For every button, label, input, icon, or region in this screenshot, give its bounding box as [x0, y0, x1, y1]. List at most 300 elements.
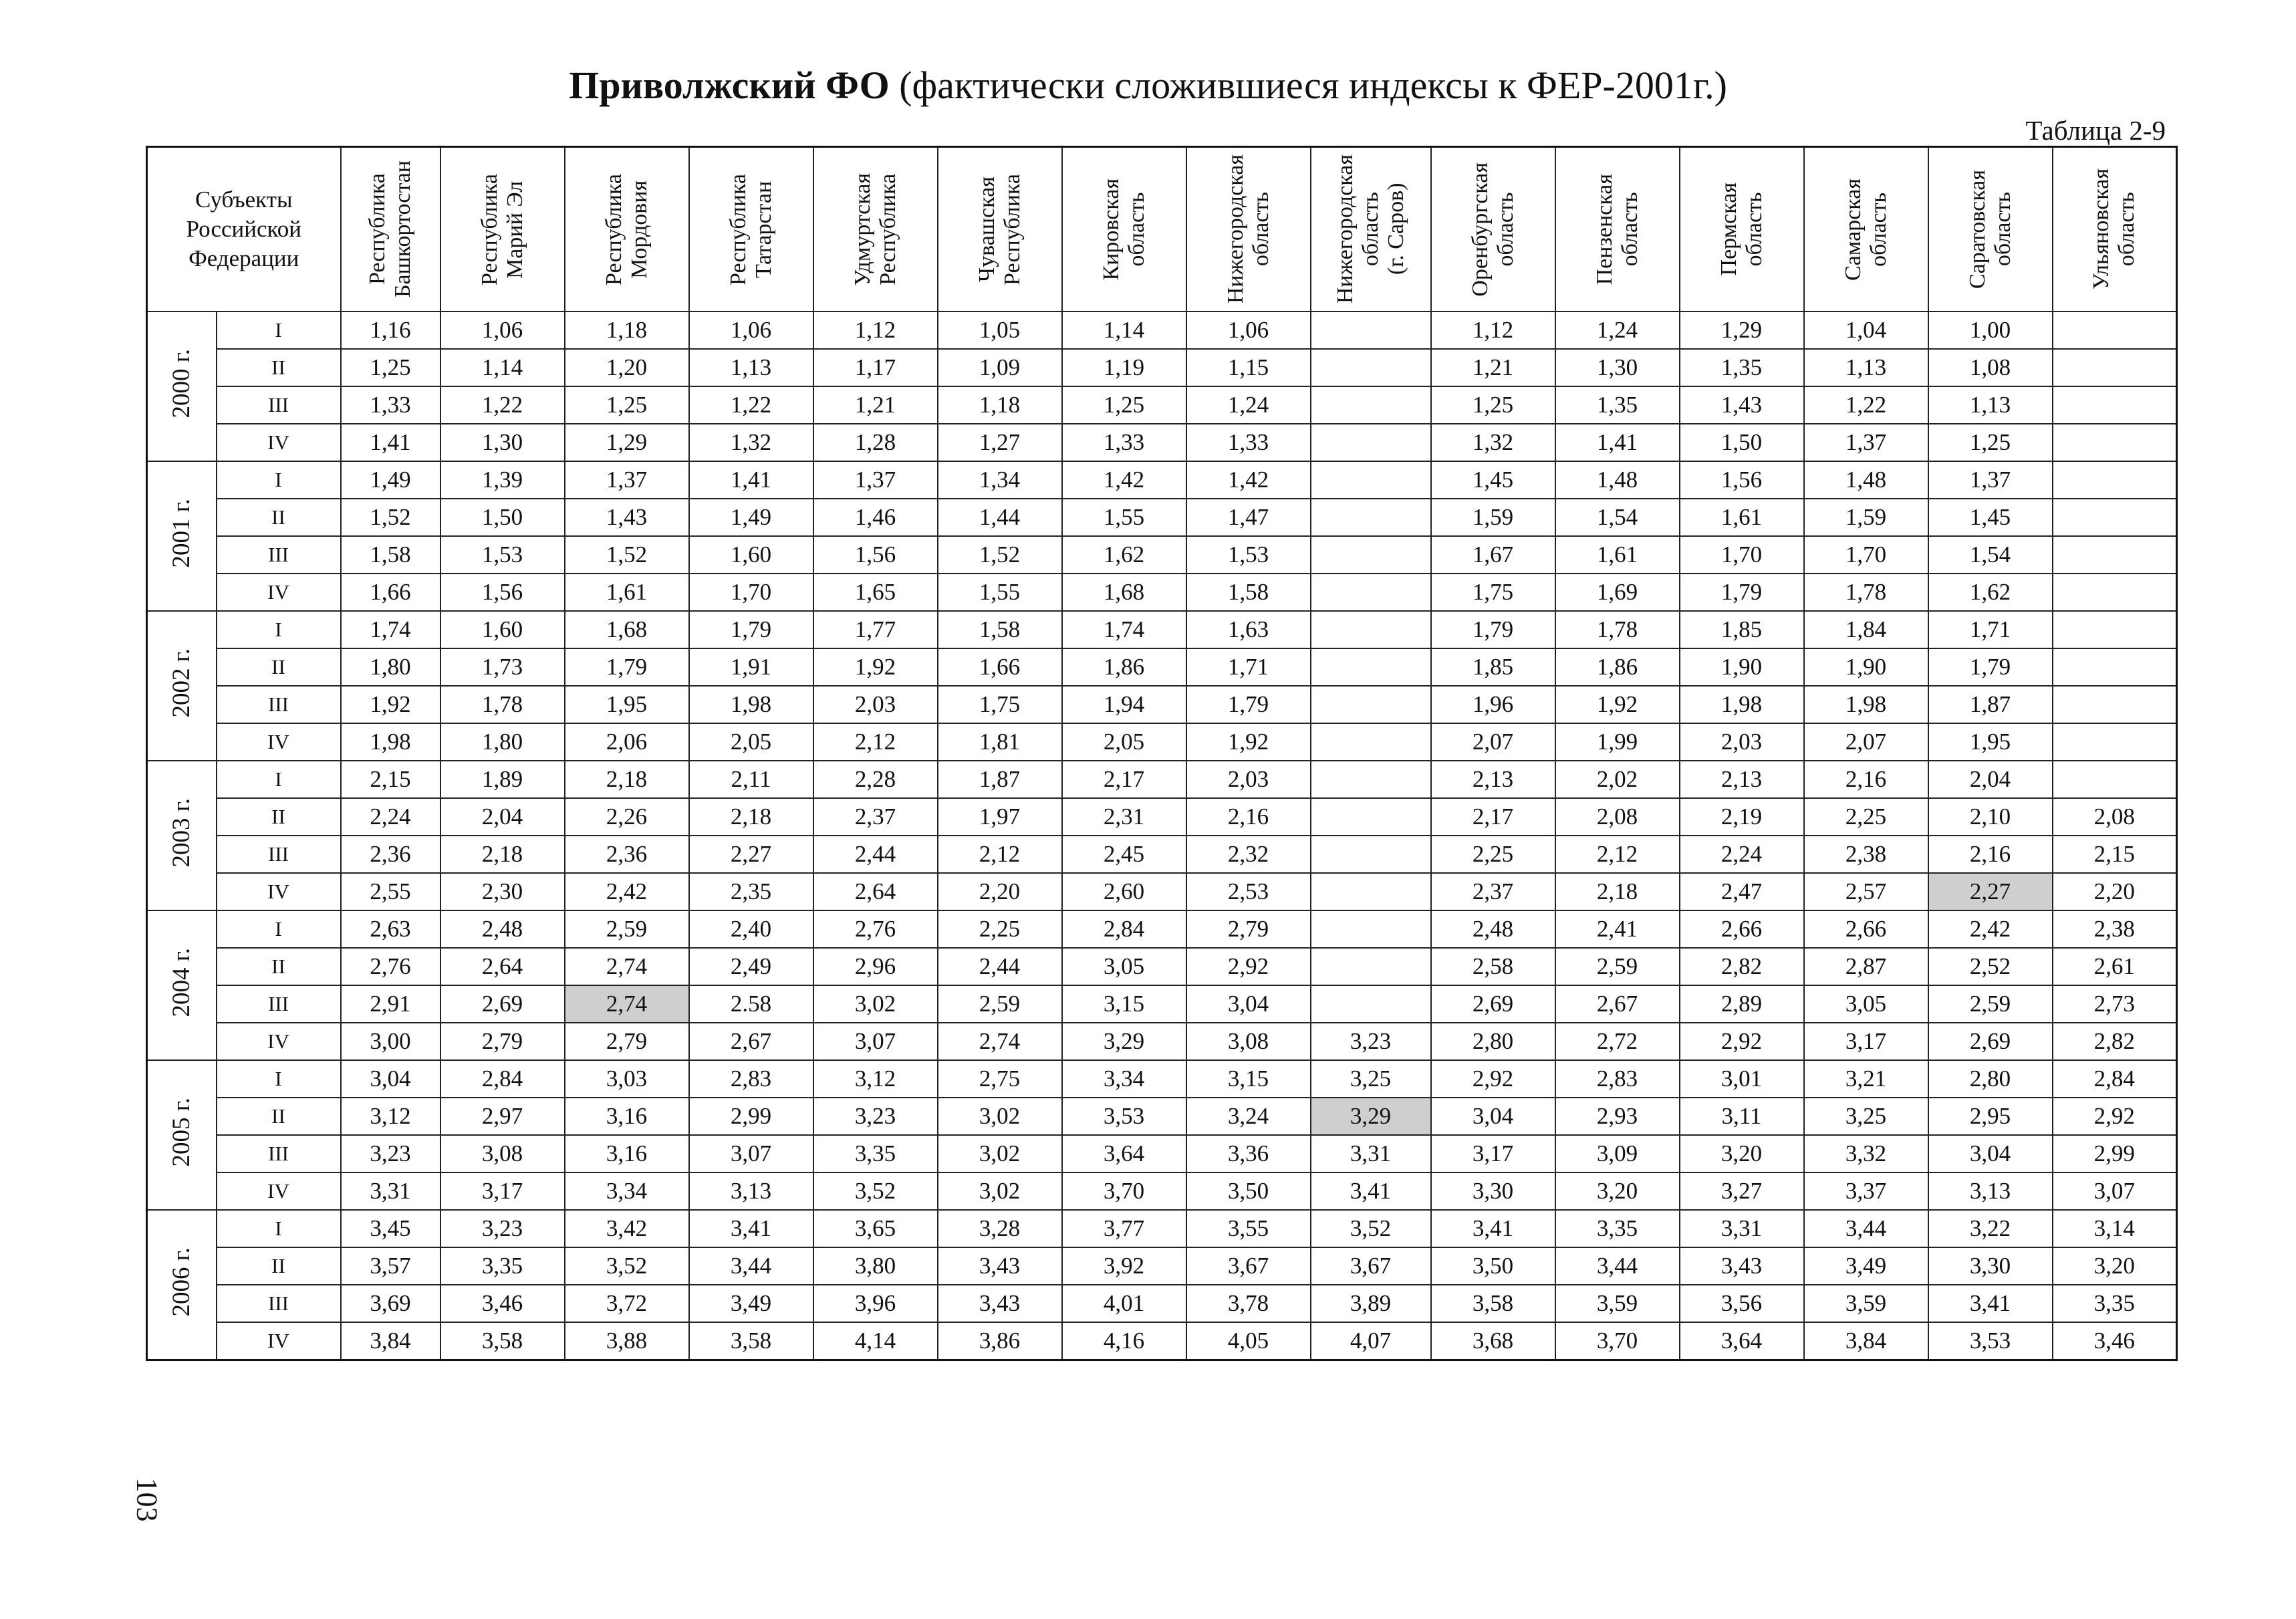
index-value-cell: 1,42 — [1062, 461, 1186, 499]
index-value-cell: 1,25 — [1062, 386, 1186, 424]
index-value-cell: 2,73 — [2053, 985, 2177, 1023]
quarter-cell: I — [217, 761, 341, 798]
index-value-cell: 1,80 — [341, 648, 440, 686]
index-value-cell: 1,34 — [938, 461, 1062, 499]
index-value-cell — [2053, 761, 2177, 798]
index-value-cell: 2,18 — [565, 761, 689, 798]
index-value-cell: 2,91 — [341, 985, 440, 1023]
index-value-cell — [1311, 873, 1431, 910]
index-value-cell — [1311, 424, 1431, 461]
index-value-cell: 1,75 — [938, 686, 1062, 723]
index-value-cell — [1311, 461, 1431, 499]
page-title-rest: (фактически сложившиеся индексы к ФЕР-2001г.) — [889, 64, 1727, 107]
index-value-cell — [1311, 948, 1431, 985]
column-header-label: Саратовская область — [1964, 169, 2015, 289]
index-value-cell: 1,74 — [1062, 611, 1186, 648]
index-value-cell: 1,45 — [1431, 461, 1555, 499]
index-value-cell: 2,12 — [1555, 836, 1680, 873]
index-value-cell: 2,83 — [689, 1060, 813, 1098]
index-value-cell: 1,69 — [1555, 574, 1680, 611]
column-header-label: Республика Татарстан — [725, 173, 776, 285]
index-value-cell: 1,53 — [1186, 536, 1311, 574]
index-value-cell: 3,04 — [1186, 985, 1311, 1023]
index-value-cell: 3,78 — [1186, 1285, 1311, 1322]
column-header — [1186, 147, 1311, 312]
column-header — [938, 147, 1062, 312]
column-header — [1804, 147, 1928, 312]
quarter-cell: III — [217, 1285, 341, 1322]
year-cell — [147, 312, 217, 461]
quarter-cell: III — [217, 536, 341, 574]
index-value-cell: 2,25 — [1431, 836, 1555, 873]
year-label: 2001 г. — [167, 498, 195, 568]
quarter-cell: II — [217, 499, 341, 536]
index-value-cell: 1,06 — [1186, 312, 1311, 349]
table-row — [147, 386, 2177, 424]
index-value-cell: 2,80 — [1431, 1023, 1555, 1060]
table-row — [147, 499, 2177, 536]
index-value-cell: 2,12 — [813, 723, 938, 761]
index-value-cell: 2,44 — [813, 836, 938, 873]
index-value-cell: 3,07 — [2053, 1172, 2177, 1210]
index-value-cell: 1,04 — [1804, 312, 1928, 349]
index-value-cell: 1,50 — [440, 499, 565, 536]
index-value-cell: 3,65 — [813, 1210, 938, 1247]
index-value-cell: 1,33 — [1062, 424, 1186, 461]
index-value-cell: 3,08 — [1186, 1023, 1311, 1060]
index-value-cell: 1,61 — [1555, 536, 1680, 574]
index-value-cell: 3,13 — [1928, 1172, 2053, 1210]
index-value-cell: 1,84 — [1804, 611, 1928, 648]
index-value-cell: 2,37 — [1431, 873, 1555, 910]
index-value-cell — [2053, 574, 2177, 611]
index-value-cell: 1,49 — [341, 461, 440, 499]
column-header-label: Республика Башкортостан — [365, 160, 415, 298]
year-label: 2002 г. — [167, 648, 195, 718]
index-value-cell: 2,25 — [938, 910, 1062, 948]
index-value-cell: 3,49 — [1804, 1247, 1928, 1285]
index-value-cell: 2,05 — [1062, 723, 1186, 761]
index-value-cell: 1,79 — [565, 648, 689, 686]
index-value-cell: 2,02 — [1555, 761, 1680, 798]
column-header-label: Нижегородская область (г. Саров) — [1332, 154, 1408, 304]
index-value-cell — [1311, 723, 1431, 761]
index-value-cell: 2,74 — [565, 985, 689, 1023]
index-value-cell: 3,31 — [1680, 1210, 1804, 1247]
index-value-cell: 3,03 — [565, 1060, 689, 1098]
index-value-cell: 2,24 — [1680, 836, 1804, 873]
index-value-cell: 2,80 — [1928, 1060, 2053, 1098]
index-value-cell: 2,25 — [1804, 798, 1928, 836]
year-label: 2006 г. — [167, 1247, 195, 1317]
index-value-cell: 1,49 — [689, 499, 813, 536]
index-value-cell: 2,99 — [689, 1098, 813, 1135]
index-value-cell: 2,37 — [813, 798, 938, 836]
page-title-bold: Приволжский ФО — [569, 64, 890, 107]
index-value-cell: 1,30 — [440, 424, 565, 461]
table-row — [147, 686, 2177, 723]
index-value-cell: 2,75 — [938, 1060, 1062, 1098]
index-value-cell: 3,36 — [1186, 1135, 1311, 1172]
index-value-cell: 1,14 — [1062, 312, 1186, 349]
column-header — [1311, 147, 1431, 312]
index-value-cell: 1,25 — [341, 349, 440, 386]
index-value-cell: 1,87 — [938, 761, 1062, 798]
year-cell — [147, 611, 217, 761]
table-row — [147, 761, 2177, 798]
index-value-cell: 3,13 — [689, 1172, 813, 1210]
quarter-cell: I — [217, 910, 341, 948]
index-value-cell: 3,86 — [938, 1322, 1062, 1360]
index-value-cell: 3,52 — [1311, 1210, 1431, 1247]
quarter-cell: IV — [217, 723, 341, 761]
index-value-cell: 1,79 — [1928, 648, 2053, 686]
column-header — [440, 147, 565, 312]
index-value-cell — [1311, 536, 1431, 574]
index-value-cell: 2,79 — [565, 1023, 689, 1060]
index-value-cell: 3,67 — [1186, 1247, 1311, 1285]
index-value-cell: 3,55 — [1186, 1210, 1311, 1247]
index-value-cell: 3,15 — [1186, 1060, 1311, 1098]
index-value-cell: 2,40 — [689, 910, 813, 948]
index-value-cell: 1,41 — [341, 424, 440, 461]
index-value-cell: 1,25 — [565, 386, 689, 424]
index-value-cell: 1,13 — [689, 349, 813, 386]
index-value-cell: 1,33 — [1186, 424, 1311, 461]
index-value-cell: 3,02 — [938, 1172, 1062, 1210]
index-value-cell: 3,21 — [1804, 1060, 1928, 1098]
index-value-cell: 2,74 — [565, 948, 689, 985]
index-value-cell: 3,92 — [1062, 1247, 1186, 1285]
index-value-cell: 1,86 — [1062, 648, 1186, 686]
index-value-cell: 3,30 — [1928, 1247, 2053, 1285]
index-value-cell — [1311, 312, 1431, 349]
index-value-cell: 1,32 — [1431, 424, 1555, 461]
index-value-cell: 3,35 — [813, 1135, 938, 1172]
index-value-cell: 1,90 — [1680, 648, 1804, 686]
index-value-cell — [1311, 761, 1431, 798]
index-value-cell: 1,00 — [1928, 312, 2053, 349]
column-header-label: Удмуртская Республика — [850, 172, 900, 286]
index-value-cell: 2,08 — [1555, 798, 1680, 836]
index-value-cell: 1,25 — [1431, 386, 1555, 424]
quarter-cell: II — [217, 1247, 341, 1285]
column-header-label: Самарская область — [1840, 178, 1891, 281]
index-value-cell: 1,98 — [1680, 686, 1804, 723]
index-value-cell: 2,84 — [440, 1060, 565, 1098]
index-value-cell: 2.58 — [689, 985, 813, 1023]
index-value-cell: 1,92 — [1186, 723, 1311, 761]
index-value-cell: 1,35 — [1555, 386, 1680, 424]
table-row — [147, 536, 2177, 574]
index-value-cell: 2,92 — [1680, 1023, 1804, 1060]
index-value-cell: 2,82 — [1680, 948, 1804, 985]
table-row — [147, 1172, 2177, 1210]
column-header — [813, 147, 938, 312]
table-row — [147, 574, 2177, 611]
index-value-cell: 2,83 — [1555, 1060, 1680, 1098]
index-value-cell: 1,54 — [1555, 499, 1680, 536]
index-value-cell: 3,58 — [1431, 1285, 1555, 1322]
index-value-cell: 3,24 — [1186, 1098, 1311, 1135]
index-value-cell: 1,61 — [565, 574, 689, 611]
index-value-cell: 1,92 — [813, 648, 938, 686]
index-value-cell: 3,57 — [341, 1247, 440, 1285]
index-value-cell: 3,02 — [938, 1098, 1062, 1135]
index-value-cell: 2,84 — [1062, 910, 1186, 948]
index-value-cell: 1,87 — [1928, 686, 2053, 723]
index-value-cell: 3,52 — [813, 1172, 938, 1210]
index-value-cell: 3,16 — [565, 1098, 689, 1135]
index-value-cell — [2053, 611, 2177, 648]
index-value-cell: 1,68 — [565, 611, 689, 648]
index-value-cell: 3,23 — [813, 1098, 938, 1135]
index-value-cell: 1,73 — [440, 648, 565, 686]
index-value-cell: 3,59 — [1555, 1285, 1680, 1322]
index-value-cell: 2,76 — [813, 910, 938, 948]
index-value-cell — [1311, 910, 1431, 948]
index-value-cell: 2,17 — [1062, 761, 1186, 798]
index-value-cell: 1,58 — [938, 611, 1062, 648]
index-value-cell: 3,17 — [1431, 1135, 1555, 1172]
index-value-cell: 2,92 — [2053, 1098, 2177, 1135]
index-value-cell: 2,59 — [1555, 948, 1680, 985]
index-value-cell: 1,25 — [1928, 424, 2053, 461]
index-value-cell: 2,72 — [1555, 1023, 1680, 1060]
index-value-cell: 2,59 — [1928, 985, 2053, 1023]
index-value-cell: 1,22 — [689, 386, 813, 424]
table-row — [147, 985, 2177, 1023]
index-value-cell: 3,20 — [1680, 1135, 1804, 1172]
index-value-cell: 2,44 — [938, 948, 1062, 985]
index-value-cell: 3,58 — [689, 1322, 813, 1360]
index-value-cell: 2,06 — [565, 723, 689, 761]
index-value-cell: 1,37 — [565, 461, 689, 499]
index-value-cell: 1,96 — [1431, 686, 1555, 723]
index-value-cell: 3,17 — [440, 1172, 565, 1210]
page-number: 103 — [130, 1477, 164, 1522]
index-value-cell: 2,99 — [2053, 1135, 2177, 1172]
index-value-cell: 1,79 — [1186, 686, 1311, 723]
index-value-cell — [2053, 386, 2177, 424]
table-row — [147, 1247, 2177, 1285]
index-value-cell: 2,27 — [689, 836, 813, 873]
index-value-cell: 2,13 — [1680, 761, 1804, 798]
index-value-cell: 1,80 — [440, 723, 565, 761]
index-value-cell: 3,67 — [1311, 1247, 1431, 1285]
column-header — [2053, 147, 2177, 312]
index-value-cell: 3,52 — [565, 1247, 689, 1285]
table-row — [147, 648, 2177, 686]
index-value-cell: 3,72 — [565, 1285, 689, 1322]
index-value-cell: 2,35 — [689, 873, 813, 910]
index-value-cell: 1,79 — [1680, 574, 1804, 611]
quarter-cell: IV — [217, 424, 341, 461]
column-header-label: Республика Марий Эл — [477, 173, 527, 285]
index-value-cell: 1,79 — [689, 611, 813, 648]
index-value-cell: 1,39 — [440, 461, 565, 499]
index-value-cell: 1,18 — [565, 312, 689, 349]
index-value-cell: 1,37 — [1804, 424, 1928, 461]
index-value-cell: 2,69 — [1431, 985, 1555, 1023]
index-value-cell: 3,25 — [1804, 1098, 1928, 1135]
index-value-cell: 1,61 — [1680, 499, 1804, 536]
index-value-cell: 1,95 — [1928, 723, 2053, 761]
index-value-cell: 2,67 — [1555, 985, 1680, 1023]
index-value-cell: 2,16 — [1804, 761, 1928, 798]
index-value-cell: 1,08 — [1928, 349, 2053, 386]
index-value-cell: 3,07 — [813, 1023, 938, 1060]
index-value-cell: 3,50 — [1431, 1247, 1555, 1285]
index-value-cell: 3,08 — [440, 1135, 565, 1172]
index-value-cell: 3,02 — [813, 985, 938, 1023]
index-value-cell: 1,35 — [1680, 349, 1804, 386]
index-value-cell: 1,59 — [1431, 499, 1555, 536]
index-value-cell: 1,06 — [689, 312, 813, 349]
index-value-cell: 3,41 — [1431, 1210, 1555, 1247]
quarter-cell: I — [217, 312, 341, 349]
index-value-cell: 2,95 — [1928, 1098, 2053, 1135]
index-value-cell: 1,90 — [1804, 648, 1928, 686]
index-value-cell: 1,37 — [1928, 461, 2053, 499]
index-value-cell: 1,98 — [1804, 686, 1928, 723]
index-value-cell: 3,25 — [1311, 1060, 1431, 1098]
index-value-cell: 2,38 — [2053, 910, 2177, 948]
table-row — [147, 910, 2177, 948]
index-value-cell: 1,66 — [341, 574, 440, 611]
table-row — [147, 723, 2177, 761]
index-value-cell: 2,26 — [565, 798, 689, 836]
index-value-cell — [1311, 836, 1431, 873]
index-value-cell: 2,16 — [1928, 836, 2053, 873]
index-value-cell: 3,04 — [341, 1060, 440, 1098]
index-value-cell: 1,29 — [565, 424, 689, 461]
quarter-cell: IV — [217, 1023, 341, 1060]
index-value-cell: 3,02 — [938, 1135, 1062, 1172]
index-value-cell: 3,44 — [1555, 1247, 1680, 1285]
index-value-cell: 1,18 — [938, 386, 1062, 424]
index-value-cell: 2,79 — [440, 1023, 565, 1060]
index-value-cell: 3,16 — [565, 1135, 689, 1172]
index-value-cell: 1,50 — [1680, 424, 1804, 461]
index-value-cell: 1,95 — [565, 686, 689, 723]
index-value-cell: 1,43 — [565, 499, 689, 536]
index-value-cell: 3,80 — [813, 1247, 938, 1285]
index-value-cell: 1,20 — [565, 349, 689, 386]
index-value-cell: 1,19 — [1062, 349, 1186, 386]
index-value-cell: 2,76 — [341, 948, 440, 985]
index-value-cell: 2,64 — [440, 948, 565, 985]
index-value-cell: 2,13 — [1431, 761, 1555, 798]
index-value-cell: 3,04 — [1928, 1135, 2053, 1172]
column-header — [341, 147, 440, 312]
index-value-cell: 1,37 — [813, 461, 938, 499]
index-value-cell: 1,67 — [1431, 536, 1555, 574]
index-value-cell: 3,42 — [565, 1210, 689, 1247]
index-value-cell: 2,84 — [2053, 1060, 2177, 1098]
index-value-cell: 2,79 — [1186, 910, 1311, 948]
index-value-cell: 1,21 — [1431, 349, 1555, 386]
index-value-cell: 2,89 — [1680, 985, 1804, 1023]
year-label: 2005 г. — [167, 1097, 195, 1167]
index-value-cell: 1,58 — [341, 536, 440, 574]
column-header-label: Ульяновская область — [2089, 168, 2140, 290]
index-value-cell — [2053, 686, 2177, 723]
index-value-cell — [1311, 386, 1431, 424]
index-value-cell: 1,92 — [1555, 686, 1680, 723]
index-value-cell: 2,55 — [341, 873, 440, 910]
index-value-cell: 1,65 — [813, 574, 938, 611]
index-value-cell: 2,19 — [1680, 798, 1804, 836]
index-value-cell: 1,62 — [1928, 574, 2053, 611]
index-value-cell: 3,35 — [2053, 1285, 2177, 1322]
index-value-cell: 2,17 — [1431, 798, 1555, 836]
year-cell — [147, 761, 217, 910]
index-value-cell: 1,52 — [565, 536, 689, 574]
index-value-cell: 3,44 — [689, 1247, 813, 1285]
index-value-cell: 3,70 — [1555, 1322, 1680, 1360]
index-value-cell: 2,69 — [1928, 1023, 2053, 1060]
quarter-cell: IV — [217, 574, 341, 611]
index-value-cell: 2,57 — [1804, 873, 1928, 910]
column-header — [689, 147, 813, 312]
index-value-cell: 3,46 — [2053, 1322, 2177, 1360]
index-value-cell: 1,60 — [440, 611, 565, 648]
index-value-cell: 1,62 — [1062, 536, 1186, 574]
index-value-cell: 3,43 — [938, 1247, 1062, 1285]
index-value-cell: 2,20 — [2053, 873, 2177, 910]
quarter-cell: III — [217, 1135, 341, 1172]
quarter-cell: IV — [217, 873, 341, 910]
index-value-cell: 1,98 — [341, 723, 440, 761]
index-value-cell: 1,13 — [1804, 349, 1928, 386]
index-value-cell: 2,07 — [1431, 723, 1555, 761]
index-value-cell: 3,27 — [1680, 1172, 1804, 1210]
table-row — [147, 1210, 2177, 1247]
index-value-cell: 3,37 — [1804, 1172, 1928, 1210]
index-value-cell — [1311, 574, 1431, 611]
year-cell — [147, 1210, 217, 1360]
index-value-cell: 1,56 — [440, 574, 565, 611]
index-value-cell: 1,92 — [341, 686, 440, 723]
column-header-label: Республика Мордовия — [601, 173, 652, 285]
year-cell — [147, 910, 217, 1060]
column-header-label: Кировская область — [1098, 178, 1149, 281]
index-value-cell: 1,16 — [341, 312, 440, 349]
index-value-cell: 1,78 — [1804, 574, 1928, 611]
index-value-cell: 1,32 — [689, 424, 813, 461]
index-value-cell: 2,66 — [1680, 910, 1804, 948]
index-value-cell: 3,41 — [689, 1210, 813, 1247]
index-value-cell: 3,12 — [813, 1060, 938, 1098]
index-value-cell: 3,59 — [1804, 1285, 1928, 1322]
index-value-cell: 2,67 — [689, 1023, 813, 1060]
column-header — [1431, 147, 1555, 312]
index-value-cell: 2,03 — [1680, 723, 1804, 761]
index-value-cell: 1,43 — [1680, 386, 1804, 424]
index-value-cell: 1,60 — [689, 536, 813, 574]
index-value-cell: 3,53 — [1928, 1322, 2053, 1360]
column-header-label: Оренбургская область — [1467, 162, 1518, 297]
index-value-cell: 4,14 — [813, 1322, 938, 1360]
index-value-cell: 3,58 — [440, 1322, 565, 1360]
index-value-cell: 3,41 — [1928, 1285, 2053, 1322]
table-row — [147, 798, 2177, 836]
index-value-cell: 3,23 — [341, 1135, 440, 1172]
index-value-cell: 2,30 — [440, 873, 565, 910]
table-number-label: Таблица 2-9 — [2025, 115, 2166, 146]
index-value-cell: 3,23 — [440, 1210, 565, 1247]
